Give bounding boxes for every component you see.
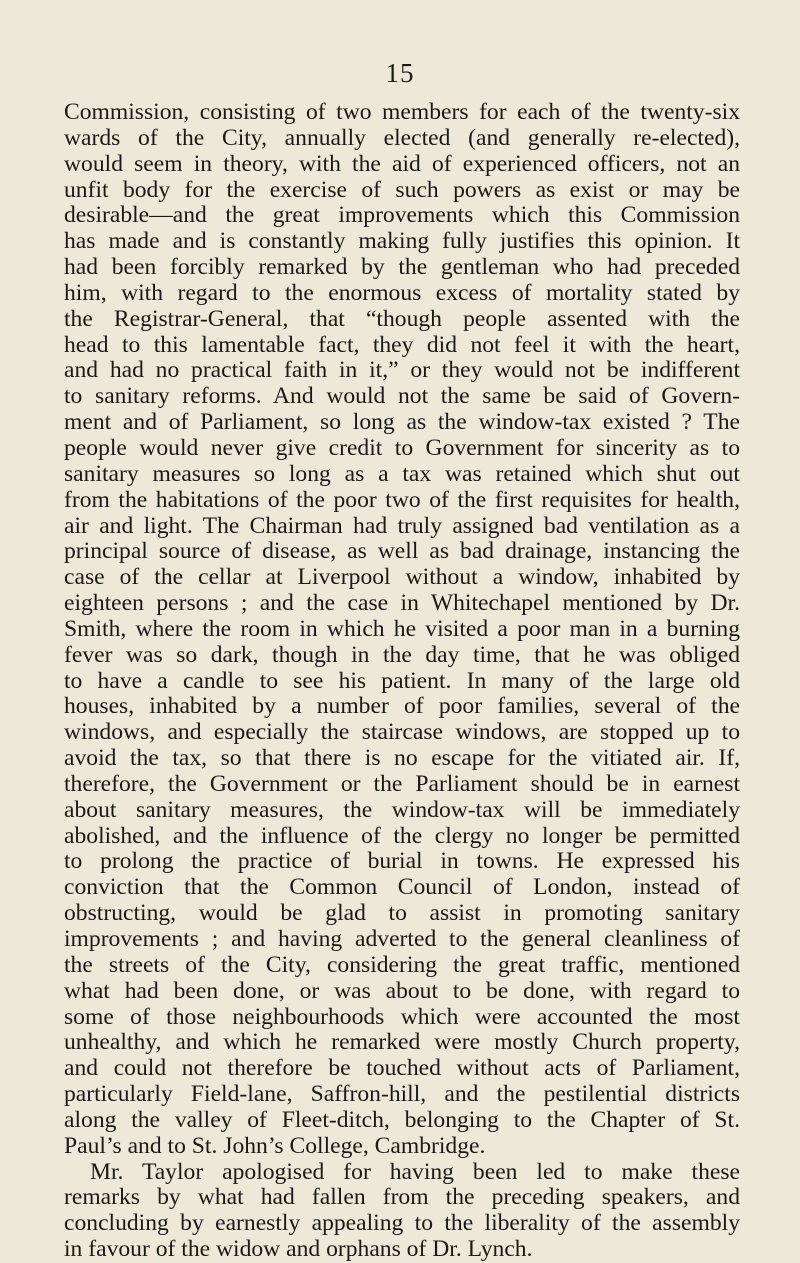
text-line: abolished, and the influence of the clergy no longer be permitted xyxy=(64,822,740,849)
text-line: had been forcibly remarked by the gentleman who had preceded xyxy=(64,254,740,281)
text-line: would seem in theory, with the aid of experienced officers, not an xyxy=(64,150,740,177)
text-line: principal source of disease, as well as bad drainage, instancing the xyxy=(64,538,740,565)
text-line: obstructing, would be glad to assist in promoting sanitary xyxy=(64,900,740,927)
text-line: Mr. Taylor apologised for having been led to make these xyxy=(90,1158,740,1185)
text-line: windows, and especially the staircase windows, are stopped up to xyxy=(64,719,740,746)
page-number: 15 xyxy=(385,58,415,88)
text-line: him, with regard to the enormous excess of mortality stated by xyxy=(64,279,740,306)
text-line: ment and of Parliament, so long as the window-tax existed ? The xyxy=(64,409,740,436)
text-line: to have a candle to see his patient. In many of the large old xyxy=(64,667,740,694)
text-line: about sanitary measures, the window-tax will be immediately xyxy=(64,796,740,823)
text-line: case of the cellar at Liverpool without a window, inhabited by xyxy=(64,564,740,591)
text-line: eighteen persons ; and the case in Whitechapel mentioned by Dr. xyxy=(64,590,740,617)
text-line: Commission, consisting of two members for each of the twenty-six xyxy=(64,99,740,125)
text-line: some of those neighbourhoods which were accounted the most xyxy=(64,1003,740,1030)
text-line: to sanitary reforms. And would not the same be said of Govern- xyxy=(64,383,740,410)
text-line: unhealthy, and which he remarked were mostly Church property, xyxy=(64,1029,740,1056)
text-line: improvements ; and having adverted to the general cleanliness of xyxy=(64,926,740,952)
text-line: unfit body for the exercise of such powers as exist or may be xyxy=(64,176,740,203)
text-line: the streets of the City, considering the great traffic, mentioned xyxy=(64,951,740,978)
text-line: to prolong the practice of burial in towns. He expressed his xyxy=(64,848,740,875)
text-line: what had been done, or was about to be done, with regard to xyxy=(64,977,740,1004)
text-line: people would never give credit to Government for sincerity as to xyxy=(64,434,740,461)
text-line: and had no practical faith in it,” or they would not be indifferent xyxy=(64,357,740,384)
text-line: conviction that the Common Council of London, instead of xyxy=(64,874,740,901)
text-line: air and light. The Chairman had truly assigned bad ventilation as a xyxy=(64,512,740,539)
text-line: sanitary measures so long as a tax was retained which shut out xyxy=(64,460,740,487)
text-line: Paul’s and to St. John’s College, Cambridge. xyxy=(64,1132,486,1159)
text-line: Smith, where the room in which he visited a poor man in a burning xyxy=(64,615,740,642)
text-line: along the valley of Fleet-ditch, belonging to the Chapter of St. xyxy=(64,1106,740,1133)
text-line: remarks by what had fallen from the preceding speakers, and xyxy=(64,1184,740,1211)
text-line: fever was so dark, though in the day time, that he was obliged xyxy=(64,641,740,668)
body-text xyxy=(64,100,740,1263)
text-line: concluding by earnestly appealing to the liberality of the assembly xyxy=(64,1210,740,1237)
text-line: therefore, the Government or the Parliament should be in earnest xyxy=(64,770,740,797)
text-line: and could not therefore be touched without acts of Parliament, xyxy=(64,1055,740,1082)
text-line: head to this lamentable fact, they did not feel it with the heart, xyxy=(64,331,740,358)
text-line: wards of the City, annually elected (and generally re-elected), xyxy=(64,124,740,151)
text-line: avoid the tax, so that there is no escape for the vitiated air. If, xyxy=(64,745,740,772)
text-line: from the habitations of the poor two of the first requisites for health, xyxy=(64,486,740,513)
text-line: desirable—and the great improvements which this Commission xyxy=(64,202,740,229)
text-line: in favour of the widow and orphans of Dr. Lynch. xyxy=(64,1236,533,1263)
text-line: the Registrar-General, that “though people assented with the xyxy=(64,305,740,332)
text-line: particularly Field-lane, Saffron-hill, and the pestilential districts xyxy=(64,1081,740,1108)
text-line: has made and is constantly making fully justifies this opinion. It xyxy=(64,228,740,255)
text-line: houses, inhabited by a number of poor families, several of the xyxy=(64,693,740,720)
